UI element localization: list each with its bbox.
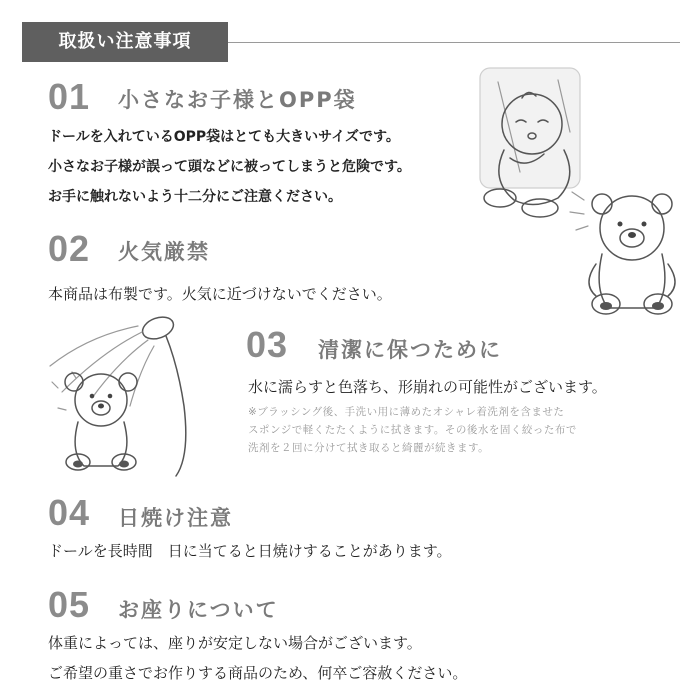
shower-bear-illustration	[38, 312, 208, 482]
section-02-line-1: 本商品は布製です。火気に近づけないでください。	[48, 285, 392, 303]
section-03-note-3: 洗剤を２回に分けて拭き取ると綺麗が続きます。	[248, 442, 490, 454]
section-header-tag: 取扱い注意事項	[22, 22, 228, 62]
section-03-note-2: スポンジで軽くたたくように拭きます。その後水を固く絞った布で	[248, 424, 577, 436]
section-03-note-1: ※ブラッシング後、手洗い用に薄めたオシャレ着洗剤を含ませた	[248, 406, 565, 418]
section-01-line-1: ドールを入れているOPP袋はとても大きいサイズです。	[48, 129, 400, 145]
section-03-number: 03	[246, 324, 289, 365]
section-01-line-3: お手に触れないよう十二分にご注意ください。	[48, 189, 342, 205]
section-05-line-2: ご希望の重さでお作りする商品のため、何卒ご容赦ください。	[48, 664, 468, 682]
section-05-number: 05	[48, 584, 91, 625]
section-01-title: 小さなお子様とOPP袋	[118, 88, 357, 112]
section-05-title: お座りについて	[118, 598, 279, 622]
section-04-number: 04	[48, 492, 91, 533]
section-02-number: 02	[48, 228, 91, 269]
section-01-line-2: 小さなお子様が誤って頭などに被ってしまうと危険です。	[48, 159, 411, 175]
section-02-title: 火気厳禁	[118, 240, 210, 264]
header-divider	[228, 42, 680, 43]
teddy-bear-illustration	[566, 180, 686, 320]
section-04-line-1: ドールを長時間 日に当てると日焼けすることがあります。	[48, 542, 452, 560]
section-04-title: 日焼け注意	[118, 506, 233, 530]
section-03-line-1: 水に濡らすと色落ち、形崩れの可能性がございます。	[248, 378, 607, 396]
section-03-title: 清潔に保つために	[318, 338, 502, 362]
section-05-line-1: 体重によっては、座りが安定しない場合がございます。	[48, 634, 422, 652]
section-01-number: 01	[48, 76, 91, 117]
